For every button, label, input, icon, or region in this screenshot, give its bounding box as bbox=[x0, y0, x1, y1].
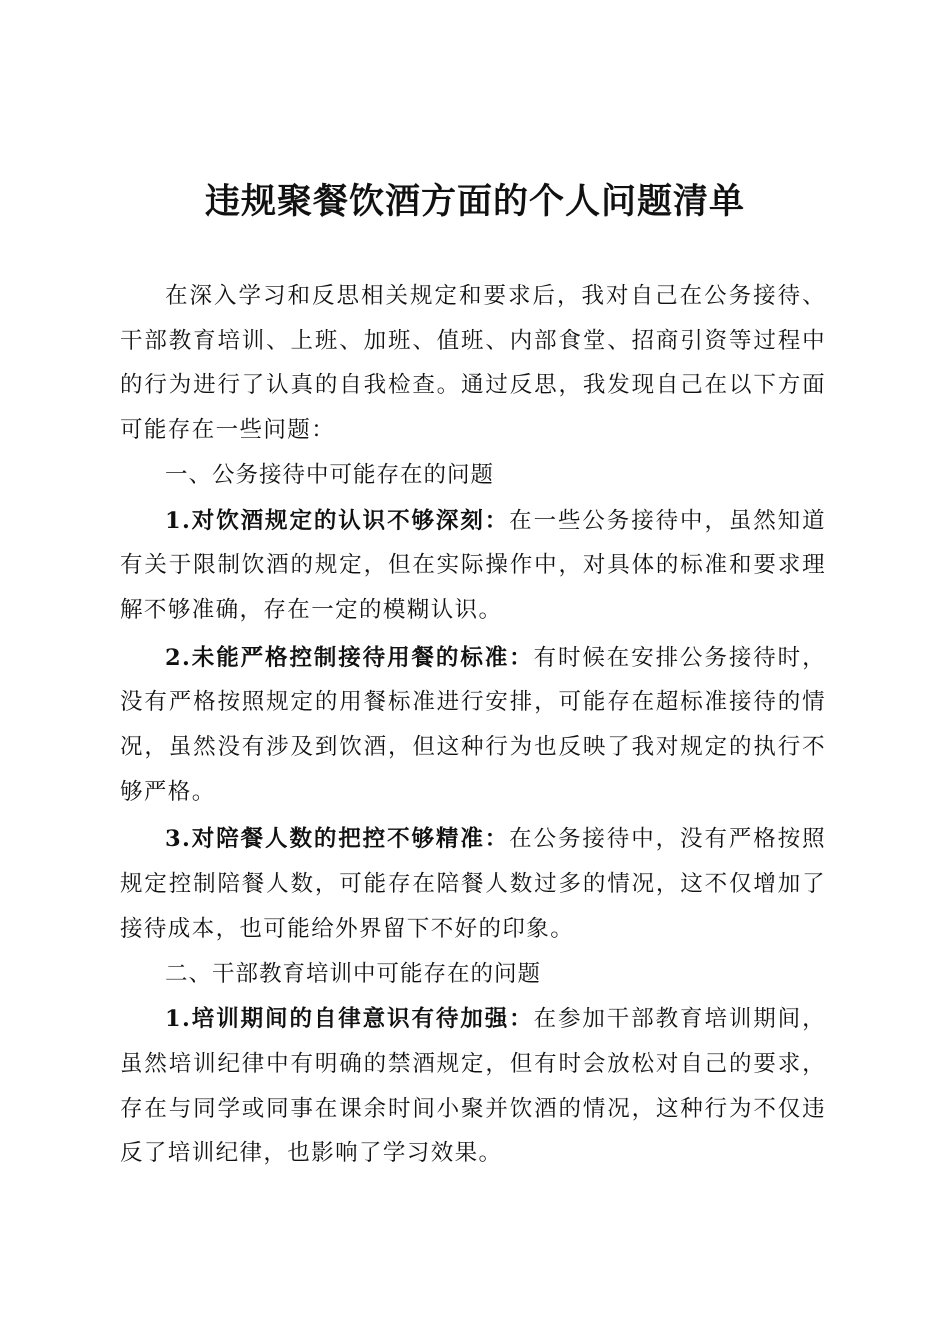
item-text: 在参加干部教育培训期间，虽然培训纪律中有明确的禁酒规定，但有时会放松对自己的要求，存在与同学或同事在课余时间小聚并饮酒的情况，这种行为不仅违反了培训纪律，也影响了学习效果。 bbox=[120, 1006, 826, 1167]
intro-paragraph: 在深入学习和反思相关规定和要求后，我对自己在公务接待、干部教育培训、上班、加班、值班、内部食堂、招商引资等过程中的行为进行了认真的自我检查。通过反思，我发现自己在以下方面可能存在一些问题： bbox=[120, 283, 826, 444]
item-lead: 1.培训期间的自律意识有待加强： bbox=[165, 1006, 534, 1033]
document-body bbox=[120, 274, 826, 1176]
section-heading: 一、公务接待中可能存在的问题 bbox=[165, 461, 495, 488]
item-text: 有时候在安排公务接待时，没有严格按照规定的用餐标准进行安排，可能存在超标准接待的情况，虽然没有涉及到饮酒，但这种行为也反映了我对规定的执行不够严格。 bbox=[120, 644, 826, 805]
item-text: 在公务接待中，没有严格按照规定控制陪餐人数，可能存在陪餐人数过多的情况，这不仅增加了接待成本，也可能给外界留下不好的印象。 bbox=[120, 826, 826, 942]
section-1-item-2 bbox=[120, 636, 826, 815]
item-text: 在一些公务接待中，虽然知道有关于限制饮酒的规定，但在实际操作中，对具体的标准和要求理解不够准确，存在一定的模糊认识。 bbox=[120, 507, 826, 623]
item-lead: 2.未能严格控制接待用餐的标准： bbox=[165, 644, 534, 671]
document-title: 违规聚餐饮酒方面的个人问题清单 bbox=[204, 181, 745, 222]
section-heading: 二、干部教育培训中可能存在的问题 bbox=[165, 960, 542, 987]
section-1-item-1 bbox=[120, 499, 826, 633]
item-lead: 1.对饮酒规定的认识不够深刻： bbox=[165, 507, 510, 534]
item-lead: 3.对陪餐人数的把控不够精准： bbox=[165, 826, 510, 853]
section-2-item-1 bbox=[120, 997, 826, 1176]
section-1-item-3 bbox=[120, 817, 826, 951]
